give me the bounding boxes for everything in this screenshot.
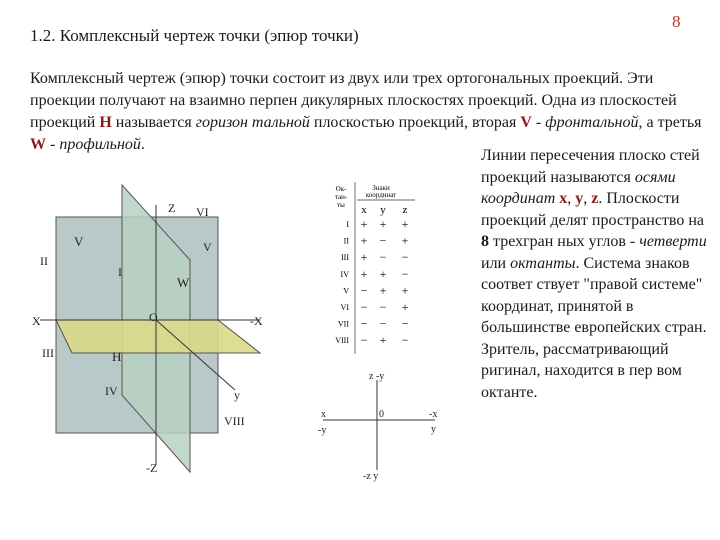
table-sign-z: − xyxy=(401,250,409,265)
side-paragraph: Линии пересечения плоско стей проекций называются осями координат x, y, z. Плоскости проекций делят пространство на 8 трехгран ных углов - четверти или октанты. Система знаков соответ ствует "правой системе" координат, принятой в большинстве европейских стран. Зритель, рассматривающий ригинал, находится в пер вом октанте. xyxy=(481,147,707,401)
table-octant-label: VII xyxy=(337,319,349,329)
table-octant-label: V xyxy=(343,286,349,296)
table-octant-label: III xyxy=(341,253,349,263)
slide-number: 8 xyxy=(672,12,681,31)
table-col-z: z xyxy=(402,204,408,216)
slide-title: 1.2. Комплексный чертеж точки (эпюр точки) xyxy=(30,26,359,45)
table-octant-label: I xyxy=(346,220,349,229)
axes-2d-minus-y-left: -y xyxy=(318,425,327,436)
label-x: X xyxy=(32,314,41,328)
table-octant-label: IV xyxy=(340,269,349,279)
label-v-plane: V xyxy=(74,234,84,249)
table-octant-label: VI xyxy=(340,303,349,312)
intro-paragraph: Комплексный чертеж (эпюр) точки состоит из двух или трех ортогональных проекций. Эти проекции получают на взаимно перпен дикулярных плоскостях проекций. Одна из плоскостей проекций H называется горизон тальной плоскостью проекций, вторая V - фронтальной, а третья W - профильной. xyxy=(30,70,702,153)
table-sign-y: − xyxy=(379,316,387,331)
table-sign-x: − xyxy=(360,283,368,298)
label-minus-x: -X xyxy=(250,314,263,328)
label-minus-z: -Z xyxy=(146,461,158,475)
table-sign-y: − xyxy=(379,233,387,248)
table-header-signs: Знаки xyxy=(372,184,390,192)
table-sign-x: + xyxy=(360,250,368,265)
table-sign-x: − xyxy=(360,333,368,348)
table-sign-y: + xyxy=(379,266,387,281)
axes-2d-zero: 0 xyxy=(379,409,384,420)
table-sign-y: + xyxy=(379,217,387,231)
table-sign-z: − xyxy=(401,266,409,281)
label-ii: II xyxy=(40,254,48,268)
horizontal-plane xyxy=(56,320,260,353)
table-header-signs-2: координат xyxy=(365,191,397,199)
table-sign-y: − xyxy=(379,300,387,314)
label-i: I xyxy=(118,265,122,279)
axes-2d-x: x xyxy=(321,409,326,420)
axes-2d-bottom: -z y xyxy=(363,471,379,482)
table-header-octants: Ок- xyxy=(335,185,347,193)
label-iv: IV xyxy=(105,384,118,398)
octant-diagram xyxy=(30,175,280,475)
table-sign-x: + xyxy=(360,266,368,281)
label-iii: III xyxy=(42,346,54,360)
axes-2d-y-right: y xyxy=(431,424,436,435)
table-sign-y: + xyxy=(379,283,387,298)
axes-2d-top: z -y xyxy=(369,371,385,382)
label-v-octant: V xyxy=(203,240,212,254)
label-w: W xyxy=(177,275,190,290)
label-o: O xyxy=(149,310,158,324)
table-sign-z: + xyxy=(401,217,409,231)
table-sign-z: + xyxy=(401,300,409,314)
table-octant-label: VIII xyxy=(335,336,349,346)
label-z: Z xyxy=(168,201,176,215)
table-sign-y: − xyxy=(379,250,387,265)
table-octant-label: II xyxy=(343,236,349,246)
sign-table xyxy=(325,182,425,357)
table-sign-z: + xyxy=(401,283,409,298)
table-sign-x: − xyxy=(360,300,368,314)
table-col-y: y xyxy=(380,204,386,216)
label-vi: VI xyxy=(196,205,209,219)
table-sign-x: + xyxy=(360,233,368,248)
table-sign-x: − xyxy=(360,316,368,331)
table-sign-x: + xyxy=(360,217,368,231)
axes-2d-minus-x: -x xyxy=(429,409,438,420)
label-viii: VIII xyxy=(224,414,245,428)
table-sign-z: + xyxy=(401,233,409,248)
axes-2d xyxy=(305,370,455,490)
label-y: y xyxy=(234,388,240,402)
table-col-x: x xyxy=(361,204,367,216)
table-sign-z: − xyxy=(401,333,409,348)
table-header-octants-3: ты xyxy=(337,201,345,209)
table-sign-z: − xyxy=(401,316,409,331)
table-header-octants-2: тан- xyxy=(334,193,348,201)
label-h: H xyxy=(112,349,122,364)
table-sign-y: + xyxy=(379,333,387,348)
